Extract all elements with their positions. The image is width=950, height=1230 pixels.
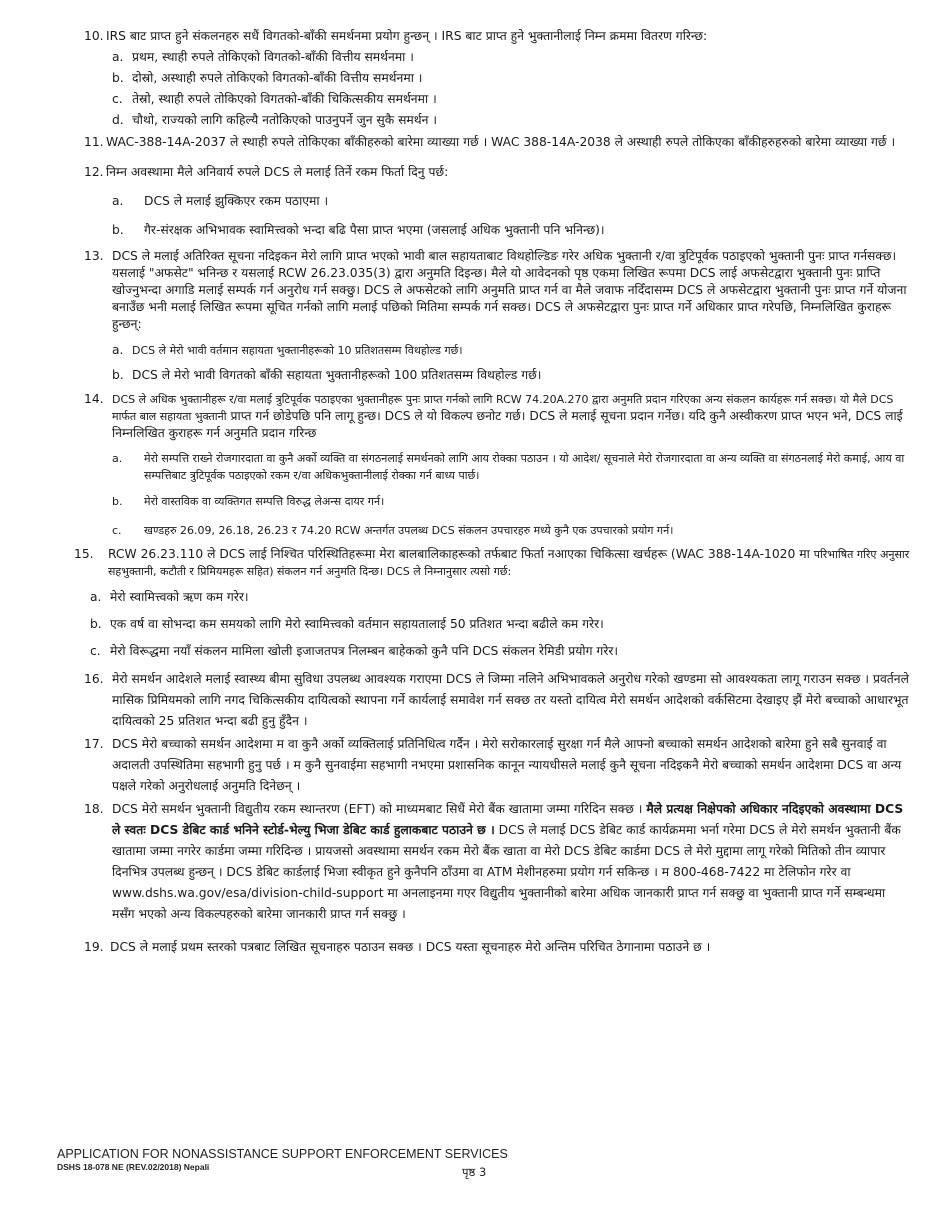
item-12	[84, 162, 910, 182]
item-13	[84, 248, 910, 333]
subitem-13a: a. DCS ले मेरो भावी वर्तमान सहायता भुक्तानीहरूको 10 प्रतिशतसम्म विथहोल्ड गर्छ।	[112, 343, 463, 357]
item-text-part1: DCS ले अधिक भुक्तानीहरू र/वा मलाई त्रुटिपूर्वक पठाइएका भुक्तानीहरू पुनः प्राप्त गर्नको लागि RCW 74.20A.270 द्वारा अनुमति प्रदान गरिएका अन्य संकलन कार्यहरू गर्न सक्छ। यो मैले DCS मार्फत बाल सहायता भुक्तानी	[112, 393, 894, 423]
item-number: 16.	[84, 672, 104, 686]
item-text: DCS मेरो बच्चाको समर्थन आदेशमा म वा कुनै अर्को व्यक्तिलाई प्रतिनिधित्व गर्दैन । मेरो सरोकारलाई सुरक्षा गर्न मैले आफ्नो बच्चाको समर्थन आदेशको बारेमा हुने सबै सुनवाई वा अदालती उपस्थितिमा सहभागी हुनु पर्छ । म कुनै सुनवाईमा सहभागी नभएमा प्रशासनिक कानून न्यायधीसले मलाई कुनै सूचना नदिइकनै मेरो बच्चाको समर्थन आदेशमा DCS वा अन्य पक्षले गरेको अनुरोधलाई अनुमति दिनेछन् ।	[112, 737, 902, 793]
item-text: DCS ले मलाई अतिरिक्त सूचना नदिइकन मेरो लागि प्राप्त भएको भावी बाल सहायताबाट विथहोल्डिङ गरेर अधिक भुक्तानी र/वा त्रुटिपूर्वक पठाइएको भुक्तानी पुनः प्राप्त गर्नसक्छ। यसलाई "अफसेट" भनिन्छ र यसलाई RCW 26.23.035(3) द्वारा अनुमति दिइन्छ। मैले यो आवेदनको पृष्ठ एकमा लिखित रूपमा DCS लाई अफसेटद्वारा भुक्तानी पुनः प्राप्ति खोज्नुभन्दा अगाडि मलाई सम्पर्क गर्न अनुरोध गर्न सक्छु। DCS ले अफसेटको लागि अनुमति प्राप्त गर्न वा मैले जवाफ नदिँदासम्म DCS ले अफसेटद्वारा भुक्तानी पुनः प्राप्त गर्ने योजना बनाउँछ भनी मलाई लिखित रूपमा सूचित गर्नको लागि मलाई पछिको मितिमा सम्पर्क गर्न सक्छ। DCS ले अफसेटद्वारा पुनः प्राप्त गर्ने अधिकार प्राप्त गरेपछि, निम्नलिखित कुराहरू हुन्छन्:	[112, 249, 907, 331]
form-title: APPLICATION FOR NONASSISTANCE SUPPORT ENFORCEMENT SERVICES	[57, 1147, 508, 1161]
item-14	[84, 391, 910, 442]
page-number: पृष्ठ 3	[462, 1165, 487, 1179]
subitem-10c: c. तेस्रो, स्थाही रुपले तोकिएको विगतको-बाँकी चिकित्सकीय समर्थनमा ।	[112, 92, 437, 106]
subitem-12a: a. DCS ले मलाई झुक्किएर रकम पठाएमा ।	[112, 194, 329, 208]
item-19	[84, 937, 910, 957]
item-text-part2: प्राप्त गर्न छोडेपछि पनि लागू हुन्छ। DCS ले यो विकल्प छनोट गर्छ। DCS ले मलाई सूचना प्रदान गर्नेछ। यदि कुनै अस्वीकरण प्राप्त भएन भने, DCS लाई निम्नलिखित कुराहरू गर्न अनुमति प्रदान गरिन्छ	[112, 409, 903, 440]
item-number: 18.	[84, 802, 104, 816]
item-number: 12.	[84, 165, 104, 179]
item-text: मेरो समर्थन आदेशले मलाई स्वास्थ्य बीमा सुविधा उपलब्ध आवश्यक गराएमा DCS ले जिम्मा नलिने अभिभावकले अनुरोध गरेको खण्डमा सो आवश्यकता लागू गराउन सक्छ । प्रवर्तनले मासिक प्रिमियमको लागि नगद चिकित्सकीय दायित्वको स्थापना गर्ने कार्यलाई समावेश गर्न सक्छ तर यस्तो दायित्व मेरो समर्थन आदेशको वर्कसिटमा देखाइए झैं मेरो बच्चाको आधारभूत दायित्वको 25 प्रतिशत भन्दा बढी हुनु हुँदैन ।	[112, 672, 909, 728]
item-text-part1: RCW 26.23.110 ले DCS लाई निश्चित परिस्थितिहरूमा मेरा बालबालिकाहरूको तर्फबाट फिर्ता नआएका चिकित्सा खर्चहरू (WAC 388-14A-1020 मा	[108, 547, 810, 561]
item-text: DCS ले मलाई प्रथम स्तरको पत्रबाट लिखित सूचनाहरु पठाउन सक्छ । DCS यस्ता सूचनाहरु मेरो अन्तिम परिचित ठेगानामा पठाउने छ ।	[110, 940, 711, 954]
item-text: निम्न अवस्थामा मैले अनिवार्य रुपले DCS ले मलाई तिर्ने रकम फिर्ता दिनु पर्छ:	[106, 165, 449, 179]
item-number: 13.	[84, 249, 104, 263]
item-number: 10.	[84, 29, 104, 43]
item-text: IRS बाट प्राप्त हुने संकलनहरु सधैं विगतको-बाँकी समर्थनमा प्रयोग हुन्छन् । IRS बाट प्राप्त हुने भुक्तानीलाई निम्न क्रममा वितरण गरिन्छ:	[106, 29, 708, 43]
subitem-10a: a. प्रथम, स्थाही रुपले तोकिएको विगतको-बाँकी वित्तीय समर्थनमा ।	[112, 50, 414, 64]
item-16	[84, 669, 910, 732]
subitem-14c: c. खण्डहरु 26.09, 26.18, 26.23 र 74.20 RCW अन्तर्गत उपलब्ध DCS संकलन उपचारहरु मध्ये कुनै एक उपचारको प्रयोग गर्न।	[112, 524, 674, 537]
item-17	[84, 734, 910, 797]
item-text-part1: DCS मेरो समर्थन भुक्तानी विद्युतीय रकम स्थान्तरण (EFT) को माध्यमबाट सिधैं मेरो बैंक खातामा जम्मा गरिदिन सक्छ ।	[112, 802, 643, 816]
item-number: 15.	[74, 547, 94, 561]
item-18	[84, 799, 910, 925]
item-15	[74, 546, 910, 580]
item-11	[84, 132, 910, 152]
item-number: 17.	[84, 737, 104, 751]
document-body	[74, 26, 910, 957]
item-number: 14.	[84, 392, 104, 406]
subitem-15c: c. मेरो विरूद्धमा नयाँ संकलन मामिला खोली इजाजतपत्र निलम्बन बाहेकको कुनै पनि DCS संकलन रेमिडी प्रयोग गरेर।	[90, 644, 619, 658]
subitem-15a: a. मेरो स्वामित्त्वको ऋण कम गरेर।	[90, 590, 249, 604]
subitem-13b: b. DCS ले मेरो भावी विगतको बाँकी सहायता भुक्तानीहरूको 100 प्रतिशतसम्म विथहोल्ड गर्छ।	[112, 368, 542, 382]
subitem-10d: d. चौथो, राज्यको लागि कहिल्यै नतोकिएको पाउनुपर्ने जुन सुकै समर्थन ।	[112, 113, 438, 127]
item-text-part2: DCS ले मलाई DCS डेबिट कार्ड कार्यक्रममा भर्ना गरेमा DCS ले मेरो समर्थन भुक्तानी बैंक खातामा जम्मा नगरेर कार्डमा जम्मा गरिदिन्छ । प्रायजसो अवस्थामा समर्थन रकम मेरो बैंक खाता वा मेरो DCS डेबिट कार्डमा DCS ले मेरो मुद्दामा लागू गरेको मितिको तीन व्यापार दिनभित्र उपलब्ध हुन्छन् । DCS डेबिट कार्डलाई भिजा स्वीकृत हुने कुनैपनि ठाँउमा वा ATM मेशीनहरुमा प्रयोग गर्न सकिन्छ । म 800-468-7422 मा टेलिफोन गरेर वा www.dshs.wa.gov/esa/division-child-support मा अनलाइनमा गएर विद्युतीय भुक्तानीको बारेमा अधिक जानकारी प्राप्त गर्न सक्छु वा भुक्तानी प्राप्त गर्ने सम्बन्धमा मसँग भएको अन्य विकल्पहरुको बारेमा जानकारी प्राप्त गर्न सक्छु ।	[112, 823, 901, 921]
form-id: DSHS 18-078 NE (REV.02/2018) Nepali	[57, 1162, 210, 1172]
item-number: 19.	[84, 940, 104, 954]
item-10	[84, 26, 910, 46]
subitem-12b: b. गैर-संरक्षक अभिभावक स्वामित्त्वको भन्दा बढि पैसा प्राप्त भएमा (जसलाई अधिक भुक्तानी पनि भनिन्छ)।	[112, 223, 605, 237]
subitem-15b: b. एक वर्ष वा सोभन्दा कम समयको लागि मेरो स्वामित्त्वको वर्तमान सहायतालाई 50 प्रतिशत भन्दा बढीले कम गरेर।	[90, 617, 604, 631]
item-text: WAC-388-14A-2037 ले स्थाही रुपले तोकिएका बाँकीहरुको बारेमा व्याख्या गर्छ । WAC 388-14A-2038 ले अस्थाही रुपले तोकिएका बाँकीहरुहरुको बारेमा व्याख्या गर्छ ।	[106, 135, 896, 149]
item-text-bold: मैले प्रत्यक्ष निक्षेपको अधिकार नदिइएको अवस्थामा DCS ले स्वतः DCS डेबिट कार्ड भनिने स्टोर्ड-भेल्यु भिजा डेबिट कार्ड हुलाकबाट पठाउने छ ।	[112, 802, 904, 837]
subitem-14b: b. मेरो वास्तविक वा व्यक्तिगत सम्पत्ति विरुद्ध लेअन्स दायर गर्न।	[112, 495, 385, 508]
subitem-14a: a. मेरो सम्पत्ति राख्ने रोजगारदाता वा कुनै अर्को व्यक्ति वा संगठनलाई समर्थनको लागि आय रोक्का पठाउन । यो आदेश/ सूचनाले मेरो रोजगारदाता वा अन्य व्यक्ति वा संगठनलाई मेरो कमाई, आय वा सम्पत्तिबाट त्रुटिपूर्वक पठाइएको रकम र/वा अधिकभुक्तानीलाई रोक्का गर्न बाध्य पार्छ।	[112, 452, 905, 482]
subitem-10b: b. दोस्रो, अस्थाही रुपले तोकिएको विगतको-बाँकी वित्तीय समर्थनमा ।	[112, 71, 423, 85]
page-footer	[57, 1147, 917, 1179]
item-text-part2: परिभाषित गरिए अनुसार सहभुक्तानी, कटौती र प्रिमियमहरू सहित) संकलन गर्न अनुमति दिन्छ। DCS ले निम्नानुसार त्यसो गर्छ:	[108, 548, 910, 578]
item-number: 11.	[84, 135, 104, 149]
